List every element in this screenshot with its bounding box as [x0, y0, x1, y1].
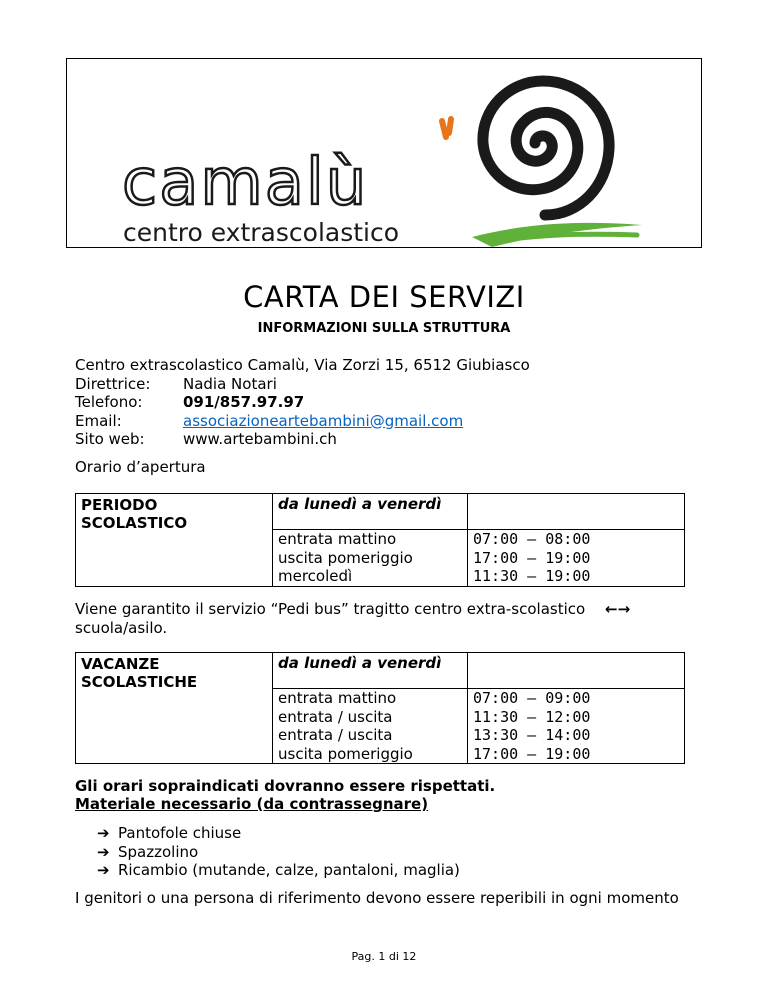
arrow-right-icon: ➔: [97, 842, 110, 861]
days-header: da lunedì a venerdì: [273, 653, 468, 689]
opening-label: Orario d’apertura: [75, 458, 206, 476]
labels-cell: entrata mattino uscita pomeriggio mercoledì: [273, 530, 468, 587]
accent-icon: [442, 119, 451, 137]
contact-label: Direttrice:: [75, 374, 151, 393]
list-item: ➔ Ricambio (mutande, calze, pantaloni, maglia): [97, 861, 460, 879]
spiral-icon: [483, 81, 609, 215]
phone-number: 091/857.97.97: [183, 393, 305, 411]
holiday-table: [75, 652, 685, 764]
logo-tagline: centro extrascolastico: [123, 218, 400, 247]
contact-row: [75, 412, 530, 431]
pedibus-note: Viene garantito il servizio “Pedi bus” tragitto centro extra-scolastico ←→ scuola/asilo.: [75, 600, 631, 637]
arrow-right-icon: ➔: [97, 824, 110, 842]
contact-label: Email:: [75, 411, 122, 430]
contact-info: [75, 356, 530, 449]
contact-row: [75, 393, 530, 412]
reachability-note: I genitori o una persona di riferimento devono essere reperibili in ogni momento: [75, 889, 679, 907]
page-title: CARTA DEI SERVIZI: [243, 280, 525, 314]
materials-list: [97, 824, 460, 880]
director-name: Nadia Notari: [183, 374, 277, 393]
list-item: ➔ Spazzolino: [97, 842, 199, 861]
logo-wordmark: camalù: [122, 146, 369, 220]
contact-row: [75, 375, 530, 394]
material-heading: Materiale necessario (da contrassegnare): [75, 795, 429, 813]
times-cell: 07:00 – 09:00 11:30 – 12:00 13:30 – 14:00 17:00 – 19:00: [468, 689, 685, 764]
period-cell: PERIODO SCOLASTICO: [76, 494, 273, 587]
contact-row: [75, 430, 530, 449]
times-cell: 07:00 – 08:00 17:00 – 19:00 11:30 – 19:00: [468, 530, 685, 587]
arrows-icon: ←→: [605, 600, 631, 618]
notice: Gli orari sopraindicati dovranno essere rispettati.: [75, 777, 496, 795]
period-cell: VACANZE SCOLASTICHE: [76, 653, 273, 764]
contact-label: Sito web:: [75, 430, 145, 448]
website-url: www.artebambini.ch: [183, 430, 337, 448]
logo-box: [66, 58, 702, 248]
labels-cell: entrata mattino entrata / uscita entrata / uscita uscita pomeriggio: [273, 689, 468, 764]
address: Centro extrascolastico Camalù, Via Zorzi 15, 6512 Giubiasco: [75, 356, 530, 374]
days-header: da lunedì a venerdì: [273, 494, 468, 530]
school-period-table: [75, 493, 685, 587]
email-link[interactable]: associazioneartebambini@gmail.com: [183, 411, 464, 430]
page-number: Pag. 1 di 12: [351, 950, 417, 963]
contact-label: Telefono:: [75, 393, 143, 411]
arrow-right-icon: ➔: [97, 861, 110, 879]
list-item: ➔ Pantofole chiuse: [97, 824, 242, 842]
page-subtitle: INFORMAZIONI SULLA STRUTTURA: [257, 321, 511, 336]
camalu-logo: [67, 59, 703, 249]
